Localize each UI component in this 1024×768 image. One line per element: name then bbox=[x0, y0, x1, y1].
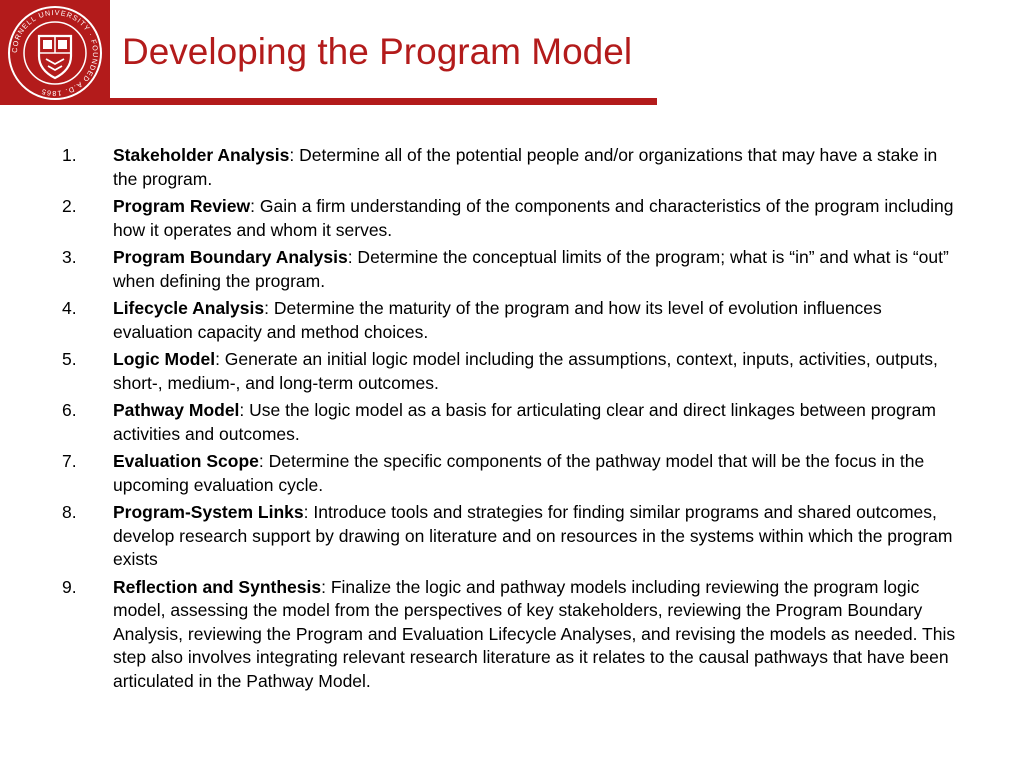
step-name: Reflection and Synthesis bbox=[113, 576, 322, 597]
step-name: Program Boundary Analysis bbox=[113, 247, 348, 267]
list-item bbox=[0, 144, 963, 191]
step-number: 7. bbox=[62, 451, 77, 471]
logo-banner bbox=[0, 0, 110, 105]
list-item bbox=[0, 576, 963, 694]
page-title: Developing the Program Model bbox=[122, 31, 633, 72]
step-name: Pathway Model bbox=[113, 400, 240, 420]
step-name: Logic Model bbox=[113, 349, 216, 369]
step-description: : Introduce tools and strategies for finding similar programs and shared outcomes, develop research support by drawing on literature and on resources in the systems within which the program exists bbox=[113, 502, 953, 569]
list-item bbox=[0, 297, 963, 344]
step-number: 5. bbox=[62, 349, 77, 369]
step-number: 8. bbox=[62, 502, 77, 522]
list-item bbox=[0, 195, 963, 242]
list-item bbox=[0, 246, 963, 293]
step-description: : Determine the maturity of the program and how its level of evolution influences evaluation capacity and method choices. bbox=[113, 298, 882, 342]
step-number: 4. bbox=[62, 298, 77, 318]
step-description: : Gain a firm understanding of the components and characteristics of the program including how it operates and whom it serves. bbox=[113, 196, 954, 240]
list-item bbox=[0, 501, 963, 572]
step-list bbox=[0, 144, 1000, 697]
step-number: 6. bbox=[62, 400, 77, 420]
step-number: 1. bbox=[62, 145, 77, 165]
step-name: Lifecycle Analysis bbox=[113, 298, 265, 318]
step-name: Stakeholder Analysis bbox=[113, 145, 290, 165]
step-number: 2. bbox=[62, 196, 77, 216]
step-number: 9. bbox=[62, 576, 77, 597]
step-description: : Determine the specific components of the pathway model that will be the focus in the upcoming evaluation cycle. bbox=[113, 451, 925, 495]
step-description: : Determine all of the potential people and/or organizations that may have a stake in the program. bbox=[113, 145, 938, 189]
step-description: : Use the logic model as a basis for articulating clear and direct linkages between program activities and outcomes. bbox=[113, 400, 936, 444]
seal-text: CORNELL UNIVERSITY · FOUNDED A.D. 1865 bbox=[9, 7, 101, 99]
list-item bbox=[0, 348, 963, 395]
step-description: : Finalize the logic and pathway models including reviewing the program logic model, assessing the model from the perspectives of key stakeholders, reviewing the Program Boundary Analysis, reviewing the Program and Evaluation Lifecycle Analyses, and revising the models as needed. This step also involves integrating relevant research literature as it relates to the causal pathways that have been articulated in the Pathway Model. bbox=[113, 576, 956, 691]
list-item bbox=[0, 450, 963, 497]
step-name: Program-System Links bbox=[113, 502, 304, 522]
step-name: Program Review bbox=[113, 196, 251, 216]
list-item bbox=[0, 399, 963, 446]
step-number: 3. bbox=[62, 247, 77, 267]
cornell-seal-icon bbox=[6, 4, 104, 102]
step-description: : Determine the conceptual limits of the program; what is “in” and what is “out” when defining the program. bbox=[113, 247, 949, 291]
title-underline bbox=[110, 98, 657, 105]
step-description: : Generate an initial logic model including the assumptions, context, inputs, activities, outputs, short-, medium-, and long-term outcomes. bbox=[113, 349, 938, 393]
step-name: Evaluation Scope bbox=[113, 451, 259, 471]
